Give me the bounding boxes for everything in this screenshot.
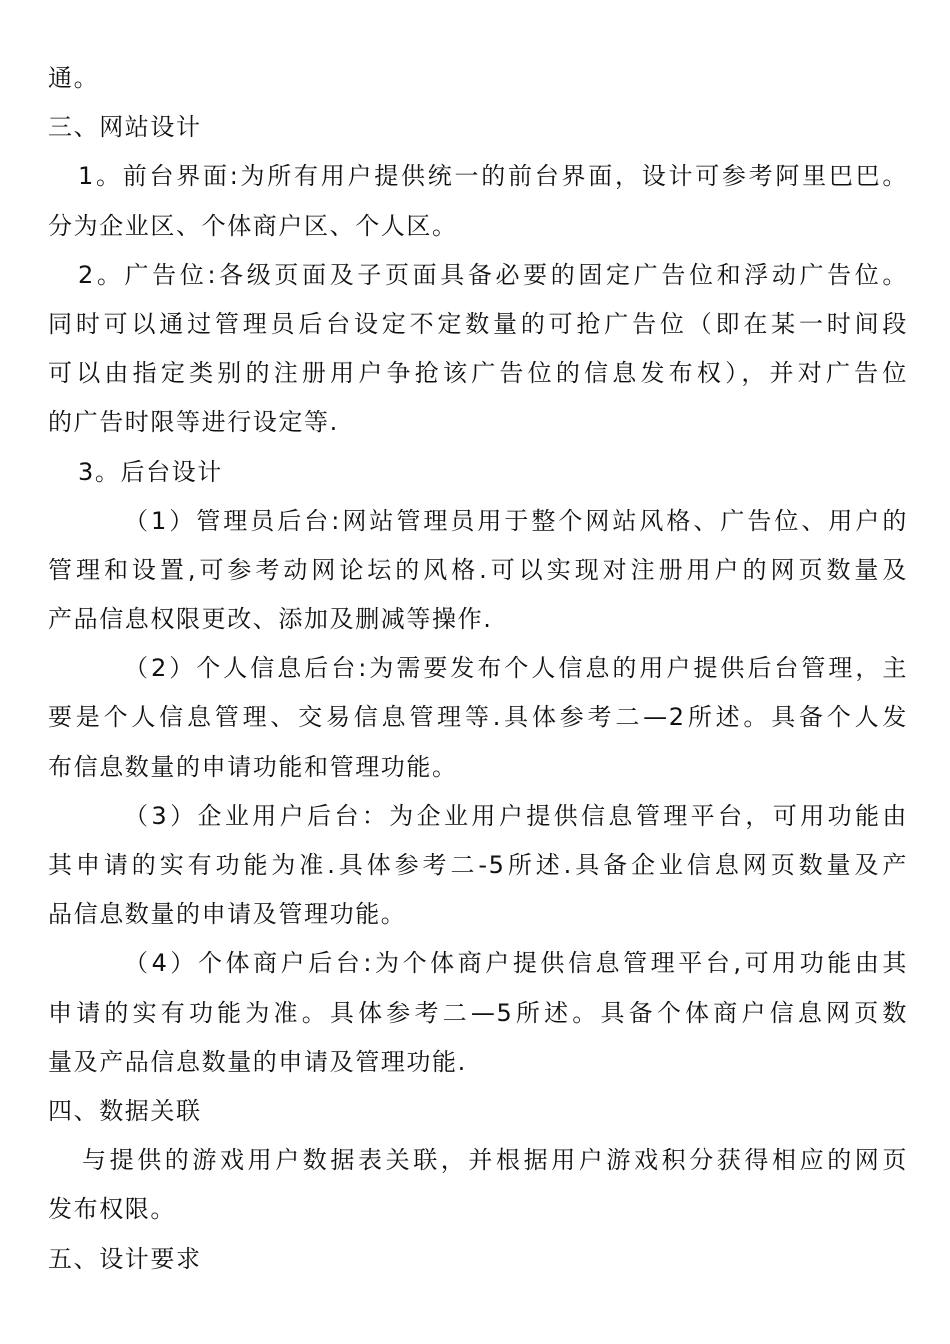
text-line: 量及产品信息数量的申请及管理功能. xyxy=(48,1047,467,1076)
text-line: 1。前台界面:为所有用户提供统一的前台界面，设计可参考阿里巴巴。 xyxy=(78,162,908,191)
text-line: （1）管理员后台:网站管理员用于整个网站风格、广告位、用户的 xyxy=(124,506,908,535)
subsection-heading: 3。后台设计 xyxy=(78,457,223,486)
text-line: 发布权限。 xyxy=(48,1195,176,1224)
section-heading: 三、网站设计 xyxy=(48,113,202,142)
text-line: 可以由指定类别的注册用户争抢该广告位的信息发布权），并对广告位 xyxy=(48,359,908,388)
text-line: 申请的实有功能为准。具体参考二—5所述。具备个体商户信息网页数 xyxy=(48,998,908,1027)
text-line: 2。广告位:各级页面及子页面具备必要的固定广告位和浮动广告位。 xyxy=(78,260,908,289)
text-line: 其申请的实有功能为准.具体参考二-5所述.具备企业信息网页数量及产 xyxy=(48,851,908,879)
text-line: 分为企业区、个体商户区、个人区。 xyxy=(48,211,458,240)
text-line: 管理和设置,可参考动网论坛的风格.可以实现对注册用户的网页数量及 xyxy=(48,555,908,584)
text-line: 的广告时限等进行设定等. xyxy=(48,408,339,437)
section-heading: 五、设计要求 xyxy=(48,1244,202,1273)
text-line: （2）个人信息后台:为需要发布个人信息的用户提供后台管理，主 xyxy=(124,654,908,683)
text-line: 布信息数量的申请功能和管理功能。 xyxy=(48,752,458,781)
document-body xyxy=(48,54,908,1284)
text-line: 通。 xyxy=(48,64,100,92)
text-line: （4）个体商户后台:为个体商户提供信息管理平台,可用功能由其 xyxy=(124,949,908,978)
text-line: （3）企业用户后台：为企业用户提供信息管理平台，可用功能由 xyxy=(124,801,908,830)
text-line: 同时可以通过管理员后台设定不定数量的可抢广告位（即在某一时间段 xyxy=(48,309,908,338)
text-line: 与提供的游戏用户数据表关联，并根据用户游戏积分获得相应的网页 xyxy=(82,1146,908,1175)
text-line: 产品信息权限更改、添加及删减等操作. xyxy=(48,605,493,634)
text-line: 要是个人信息管理、交易信息管理等.具体参考二—2所述。具备个人发 xyxy=(48,703,908,732)
section-heading: 四、数据关联 xyxy=(48,1096,202,1125)
text-line: 品信息数量的申请及管理功能。 xyxy=(48,900,407,929)
